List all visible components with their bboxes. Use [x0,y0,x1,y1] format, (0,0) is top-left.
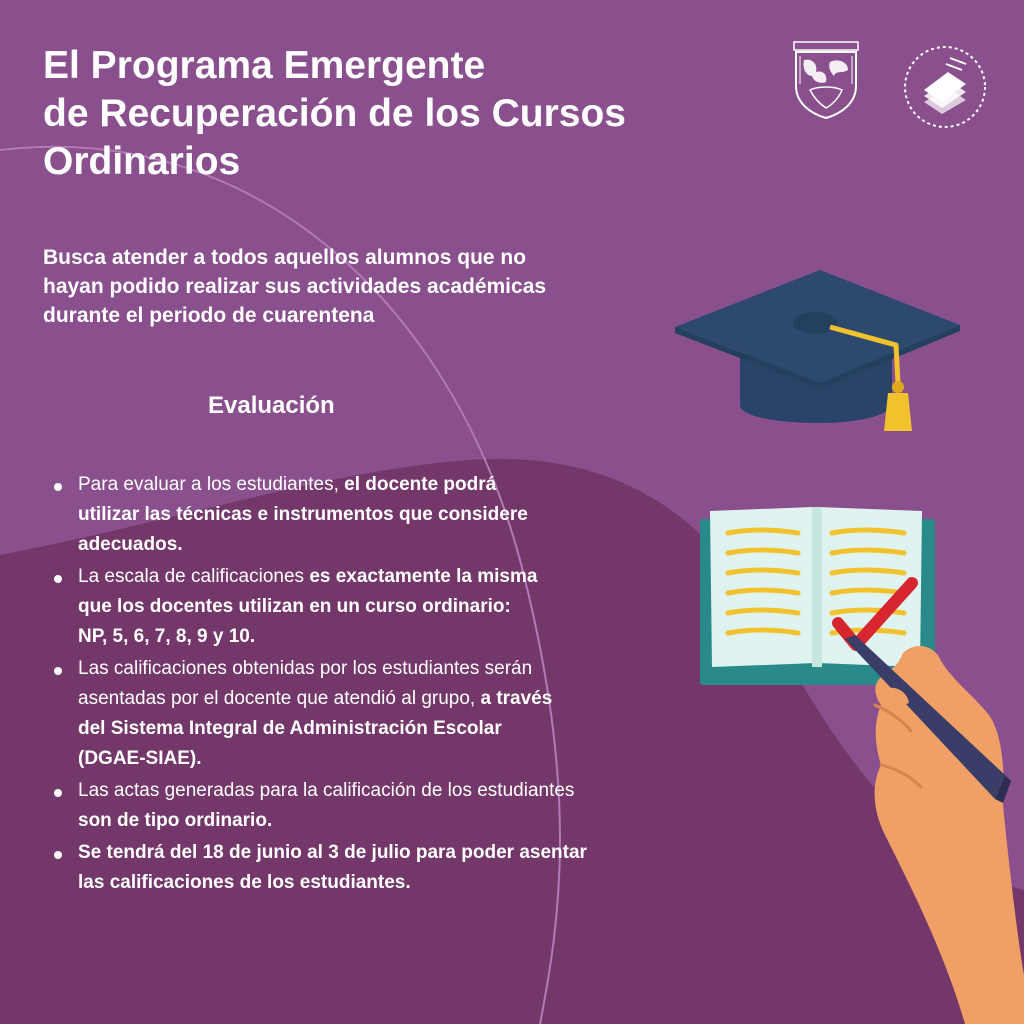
bullet-line: Se tendrá del 18 de junio al 3 de julio para poder asentar [78,842,587,863]
bullet-line: Las actas generadas para la calificación de los estudiantes [78,780,575,801]
bullet-line: asentadas por el docente que atendió al grupo, a través [78,688,553,709]
bullet-line: (DGAE-SIAE). [78,748,202,769]
title-line-3: Ordinarios [43,140,241,183]
title-line-1: El Programa Emergente [43,44,486,87]
intro-line-2: hayan podido realizar sus actividades académicas [43,275,547,298]
intro-line-3: durante el periodo de cuarentena [43,304,375,327]
bullet-item [48,838,587,898]
bullet-dot-icon [54,483,62,491]
bullet-item [48,562,587,652]
bullet-line: La escala de calificaciones es exactamente la misma [78,566,538,587]
evaluation-bullet-list [48,470,587,900]
bullet-line: que los docentes utilizan en un curso ordinario: [78,596,511,617]
bullet-line: Para evaluar a los estudiantes, el docente podrá [78,474,497,495]
section-heading-evaluacion: Evaluación [208,392,335,419]
bullet-line: del Sistema Integral de Administración Escolar [78,718,502,739]
bullet-item [48,776,587,836]
bullet-line: NP, 5, 6, 7, 8, 9 y 10. [78,626,256,647]
page-title [43,42,626,186]
bullet-line: adecuados. [78,534,183,555]
cch-circular-logo [900,42,990,132]
bullet-item [48,654,587,774]
bullet-item [48,470,587,560]
intro-paragraph [43,243,546,330]
bullet-line: utilizar las técnicas e instrumentos que considere [78,504,528,525]
graduation-cap-icon [670,265,965,435]
bullet-dot-icon [54,575,62,583]
title-line-2: de Recuperación de los Cursos [43,92,627,135]
bullet-dot-icon [54,789,62,797]
bullet-line: Las calificaciones obtenidas por los estudiantes serán [78,658,533,679]
hand-with-pen-icon [845,635,1024,1024]
bullet-dot-icon [54,851,62,859]
bullet-line: son de tipo ordinario. [78,810,273,831]
bullet-dot-icon [54,667,62,675]
bullet-line: las calificaciones de los estudiantes. [78,872,411,893]
unam-shield-logo [790,40,862,120]
intro-line-1: Busca atender a todos aquellos alumnos que no [43,246,527,269]
